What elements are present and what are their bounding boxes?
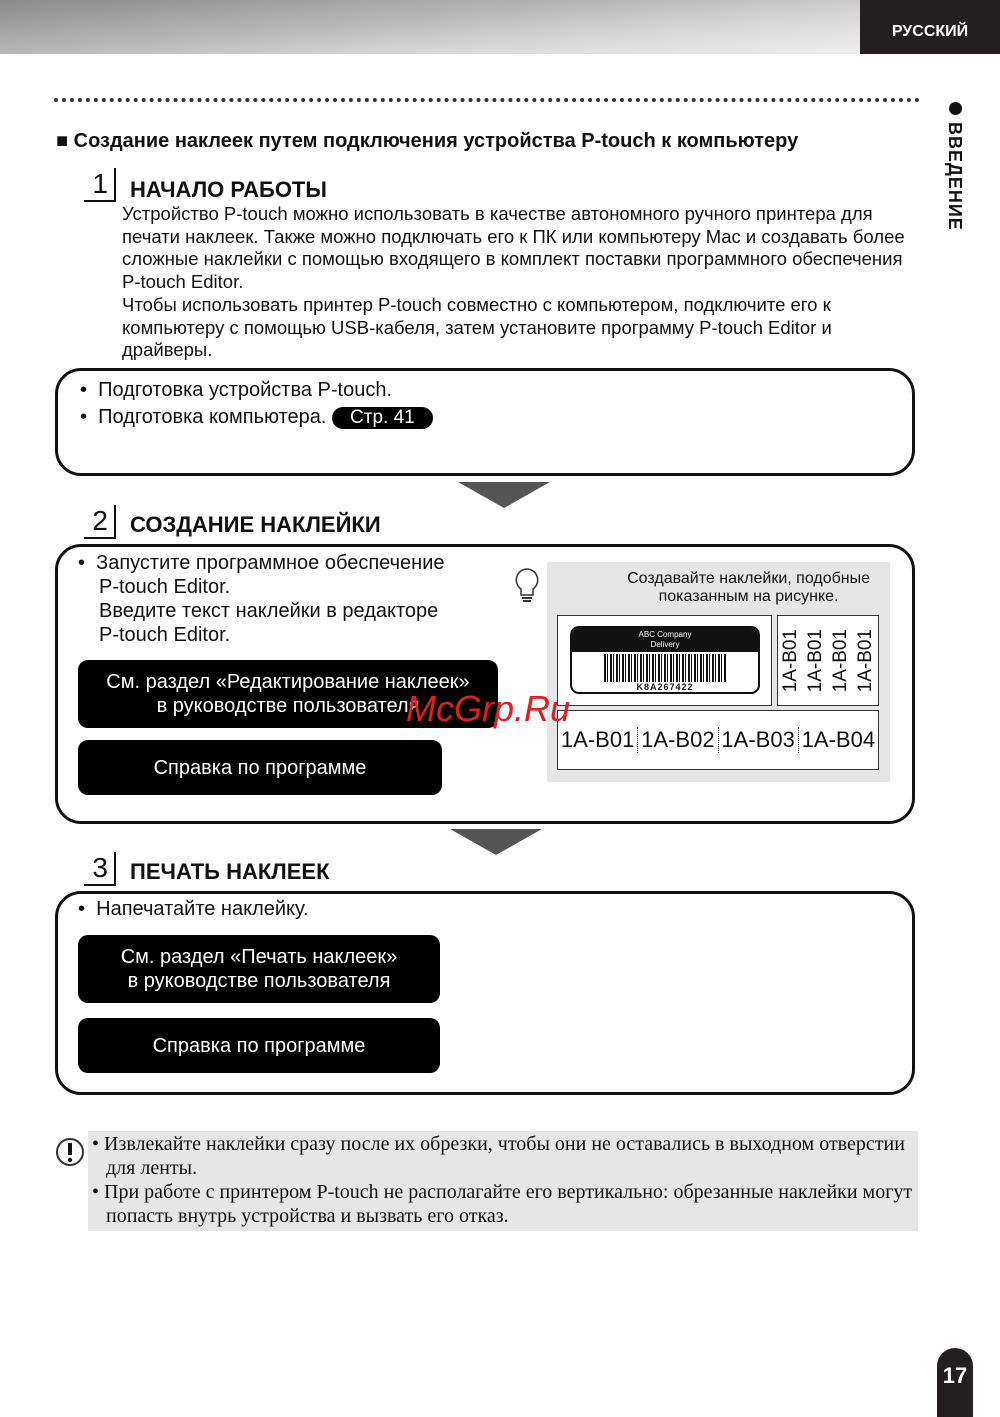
step-title: НАЧАЛО РАБОТЫ <box>130 177 327 202</box>
arrow-down-icon <box>450 829 542 855</box>
hint-panel <box>547 562 890 782</box>
page-ref-link[interactable]: Стр. 41 <box>332 407 433 429</box>
label-text: 1A-B04 <box>801 727 876 752</box>
barcode-label-sample <box>557 615 772 706</box>
software-help-button[interactable]: Справка по программе <box>78 740 442 795</box>
button-text: См. раздел «Печать наклеек» <box>120 946 398 968</box>
label-text: 1A-B01 <box>854 628 876 693</box>
note-text: Извлекайте наклейки сразу после их обрезки, чтобы они не оставались в выходном отверстии для ленты. <box>104 1133 905 1179</box>
step-number: 2 <box>84 505 116 539</box>
main-title: ■ Создание наклеек путем подключения устройства P-touch к компьютеру <box>56 130 799 152</box>
see-printing-labels-button[interactable] <box>78 935 440 1003</box>
label-text: 1A-B01 <box>779 628 801 693</box>
barcode-number: K8A267422 <box>636 682 694 692</box>
dotted-divider <box>54 98 920 102</box>
section-label: ВВЕДЕНИЕ <box>945 122 965 231</box>
software-help-button[interactable]: Справка по программе <box>78 1018 440 1073</box>
vertical-labels-sample <box>777 615 879 706</box>
bullet-text: Напечатайте наклейку. <box>96 898 309 920</box>
bullet-icon <box>949 102 962 115</box>
button-text: См. раздел «Редактирование наклеек» <box>106 671 470 693</box>
watermark: McGrp.Ru <box>406 688 571 729</box>
header-banner <box>0 0 860 54</box>
bullet-text: P-touch Editor. <box>99 576 231 598</box>
note-text: При работе с принтером P-touch не располагайте его вертикально: обрезанные наклейки могут попасть внутрь устройства и вызвать его отказ. <box>104 1181 913 1227</box>
hint-text: Создавайте наклейки, подобные <box>627 570 870 587</box>
caution-icon <box>54 1136 86 1168</box>
horizontal-labels-sample <box>557 710 879 770</box>
language-tab: РУССКИЙ <box>860 0 1000 54</box>
page-number: 17 <box>937 1348 973 1417</box>
bullet-text: Запустите программное обеспечение <box>96 552 445 574</box>
bullet-text: P-touch Editor. <box>99 624 231 646</box>
label-text: 1A-B03 <box>719 727 799 753</box>
barcode <box>604 654 726 682</box>
caution-notes: • Извлекайте наклейки сразу после их обрезки, чтобы они не оставались в выходном отверстии для ленты. • При работе с принтером P-touch не располагайте его вертикально: обрезанные наклейки могут попасть внутрь устройства и вызвать его отказ. <box>88 1131 918 1231</box>
step-number: 3 <box>84 852 116 886</box>
step-title: ПЕЧАТЬ НАКЛЕЕК <box>130 859 330 884</box>
label-text: 1A-B02 <box>638 727 718 753</box>
label-text: 1A-B01 <box>558 727 638 753</box>
step-number: 1 <box>84 168 116 202</box>
step1-box: • Подготовка устройства P-touch. • Подготовка компьютера. Стр. 41 <box>55 368 915 476</box>
button-text: в руководстве пользователя <box>156 695 420 717</box>
label-text: 1A-B01 <box>804 628 826 693</box>
paragraph: Чтобы использовать принтер P-touch совместно с компьютером, подключите его к компьютеру с помощью USB-кабеля, затем установите программу P-touch Editor и драйверы. <box>122 293 832 361</box>
bullet-text: Подготовка компьютера. <box>98 406 327 428</box>
step-title: СОЗДАНИЕ НАКЛЕЙКИ <box>130 512 381 537</box>
label-text: 1A-B01 <box>829 628 851 693</box>
main-title-text: Создание наклеек путем подключения устройства P-touch к компьютеру <box>73 130 799 152</box>
bullet-text: Введите текст наклейки в редакторе <box>99 600 439 622</box>
company-text: ABC Company <box>638 630 692 639</box>
bullet-text: Подготовка устройства P-touch. <box>98 379 393 401</box>
lightbulb-icon <box>512 566 542 604</box>
hint-text: показанным на рисунке. <box>658 588 839 605</box>
arrow-down-icon <box>458 482 550 508</box>
dept-text: Delivery <box>650 640 680 649</box>
paragraph: Устройство P-touch можно использовать в качестве автономного ручного принтера для печати наклеек. Также можно подключать его к ПК или компьютеру Mac и создавать более сложные наклейки с помощью входящего в комплект поставки программного обеспечения P-touch Editor. <box>122 203 905 293</box>
button-text: в руководстве пользователя <box>127 970 391 992</box>
